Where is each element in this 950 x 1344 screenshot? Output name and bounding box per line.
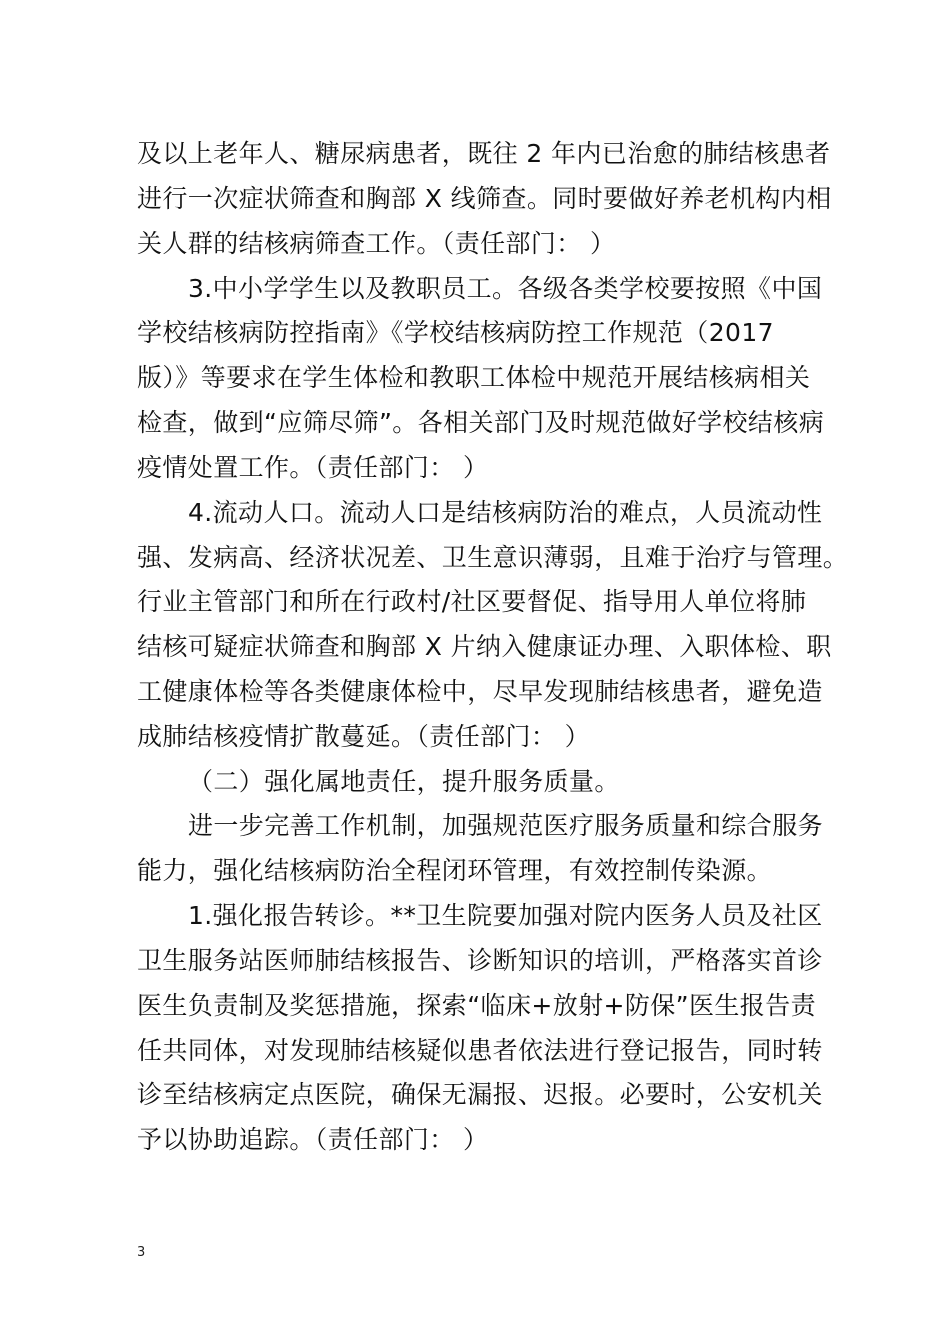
text-line: 学校结核病防控指南》《学校结核病防控工作规范（2017 bbox=[137, 318, 774, 347]
text-line: 诊至结核病定点医院，确保无漏报、迟报。必要时，公安机关 bbox=[137, 1080, 823, 1109]
text-line: 工健康体检等各类健康体检中，尽早发现肺结核患者，避免造 bbox=[137, 677, 823, 706]
text-line: 疫情处置工作。（责任部门： ） bbox=[137, 453, 489, 482]
text-line: 检查，做到“应筛尽筛”。各相关部门及时规范做好学校结核病 bbox=[137, 408, 825, 437]
text-line: 强、发病高、经济状况差、卫生意识薄弱，且难于治疗与管理。 bbox=[137, 543, 849, 572]
text-line: 能力，强化结核病防治全程闭环管理，有效控制传染源。 bbox=[137, 856, 773, 885]
section-heading-3: 3.中小学学生以及教职员工。各级各类学校要按照《中国 bbox=[188, 274, 823, 303]
text-line: 予以协助追踪。（责任部门： ） bbox=[137, 1125, 489, 1154]
text-line: 任共同体，对发现肺结核疑似患者依法进行登记报告，同时转 bbox=[137, 1036, 823, 1065]
page-number: 3 bbox=[137, 1245, 146, 1260]
text-line: 进行一次症状筛查和胸部 X 线筛查。同时要做好养老机构内相 bbox=[137, 184, 832, 213]
text-line: 关人群的结核病筛查工作。（责任部门： ） bbox=[137, 229, 616, 258]
subsection-heading: （二）强化属地责任，提升服务质量。 bbox=[188, 767, 620, 796]
text-line: 成肺结核疫情扩散蔓延。（责任部门： ） bbox=[137, 722, 591, 751]
text-line: 行业主管部门和所在行政村/社区要督促、指导用人单位将肺 bbox=[137, 587, 807, 616]
text-line: 结核可疑症状筛查和胸部 X 片纳入健康证办理、入职体检、职 bbox=[137, 632, 832, 661]
text-line: 版）》等要求在学生体检和教职工体检中规范开展结核病相关 bbox=[137, 363, 811, 392]
section-heading-4: 4.流动人口。流动人口是结核病防治的难点，人员流动性 bbox=[188, 498, 823, 527]
text-line: 进一步完善工作机制，加强规范医疗服务质量和综合服务 bbox=[188, 811, 824, 840]
text-line: 卫生服务站医师肺结核报告、诊断知识的培训，严格落实首诊 bbox=[137, 946, 823, 975]
section-heading-1: 1.强化报告转诊。**卫生院要加强对院内医务人员及社区 bbox=[188, 901, 823, 930]
text-line: 医生负责制及奖惩措施，探索“临床+放射+防保”医生报告责 bbox=[137, 991, 816, 1020]
text-line: 及以上老年人、糖尿病患者，既往 2 年内已治愈的肺结核患者 bbox=[137, 139, 831, 168]
